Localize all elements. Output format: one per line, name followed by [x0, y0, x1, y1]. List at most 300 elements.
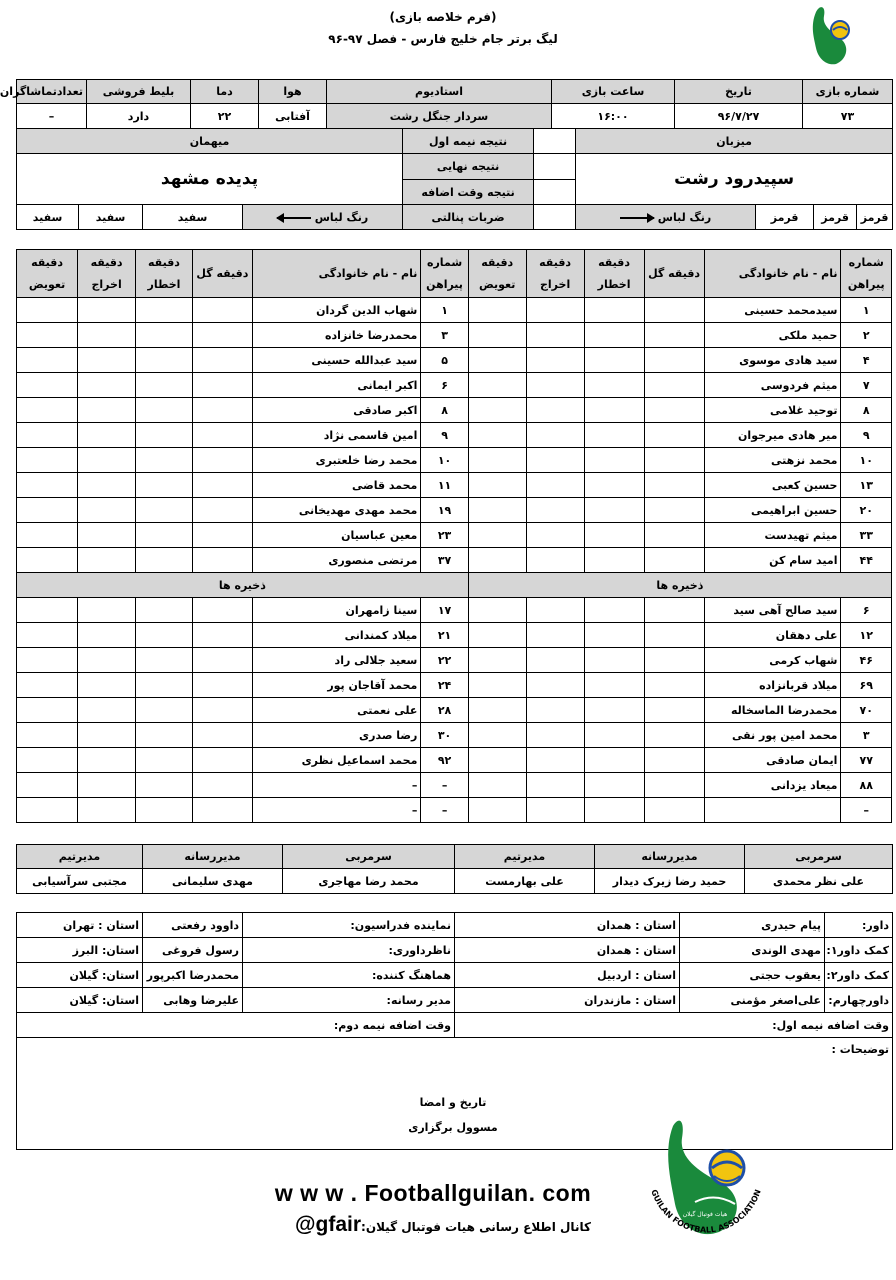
host-shirt-number: ۷۷	[841, 748, 892, 773]
host-sub-minute	[468, 698, 526, 723]
host-player-name	[704, 798, 841, 823]
guest-goal-minute	[192, 673, 252, 698]
guest-yellow-minute	[136, 398, 193, 423]
guest-col-yellow-header: دقیقه اخطار	[136, 250, 193, 298]
host-kit-label: رنگ لباس	[576, 205, 756, 230]
guest-shirt-number: ۳۰	[421, 723, 468, 748]
guest-red-minute	[78, 698, 136, 723]
table-row	[17, 523, 892, 548]
guest-red-minute	[78, 798, 136, 823]
host-sub-minute	[468, 423, 526, 448]
label-match-no: شماره بازی	[803, 80, 893, 104]
guest-yellow-minute	[136, 373, 193, 398]
guest-player-name: محمد آقاجان پور	[252, 673, 420, 698]
table-row	[17, 773, 892, 798]
guest-sub-minute	[17, 623, 78, 648]
guest-red-minute	[78, 773, 136, 798]
host-reserves-label: ذخیره ها	[468, 573, 891, 598]
guest-yellow-minute	[136, 448, 193, 473]
host-shirt-number: ۳۳	[841, 523, 892, 548]
host-yellow-minute	[584, 723, 644, 748]
host-col-shirt-header: شماره پیراهن	[841, 250, 892, 298]
table-row	[17, 423, 892, 448]
spectators: –	[17, 104, 87, 129]
host-red-minute	[526, 323, 584, 348]
guest-player-name: محمد رضا خلعتبری	[252, 448, 420, 473]
host-red-minute	[526, 698, 584, 723]
guest-kit-1: سفید	[143, 205, 243, 230]
guest-yellow-minute	[136, 648, 193, 673]
host-sub-minute	[468, 448, 526, 473]
guest-team-name: پدیده مشهد	[17, 154, 403, 205]
coord-prov: استان: گیلان	[17, 963, 143, 988]
footer-channel-text: کانال اطلاع رسانی هیات فوتبال گیلان:	[361, 1220, 591, 1234]
host-yellow-minute	[584, 298, 644, 323]
host-yellow-minute	[584, 648, 644, 673]
label-weather: هوا	[259, 80, 327, 104]
staff-table	[16, 844, 893, 894]
host-yellow-minute	[584, 748, 644, 773]
host-shirt-number: ۷۰	[841, 698, 892, 723]
host-player-name: ایمان صادقی	[704, 748, 841, 773]
host-red-minute	[526, 673, 584, 698]
guest-player-name: سید عبدالله حسینی	[252, 348, 420, 373]
guest-red-minute	[78, 323, 136, 348]
host-sub-minute	[468, 773, 526, 798]
host-shirt-number: ۶	[841, 598, 892, 623]
host-red-minute	[526, 723, 584, 748]
guest-coach: محمد رضا مهاجری	[283, 869, 455, 894]
guest-goal-minute	[192, 723, 252, 748]
host-goal-minute	[644, 548, 704, 573]
guest-col-red-header: دقیقه اخراج	[78, 250, 136, 298]
guest-red-minute	[78, 298, 136, 323]
guest-kit-2: سفید	[79, 205, 143, 230]
guest-media: مهدی سلیمانی	[143, 869, 283, 894]
footer-handle: @gfair	[295, 1213, 362, 1236]
arrow-left-icon	[277, 213, 311, 223]
host-player-name: حمید ملکی	[704, 323, 841, 348]
host-goal-minute	[644, 348, 704, 373]
host-goal-minute	[644, 773, 704, 798]
referee-prov: استان : همدان	[455, 913, 680, 938]
host-sub-minute	[468, 598, 526, 623]
fed-label: نماینده فدراسیون:	[243, 913, 455, 938]
table-row	[17, 323, 892, 348]
host-sub-minute	[468, 548, 526, 573]
guest-col-goal-header: دقیقه گل	[192, 250, 252, 298]
host-sub-minute	[468, 348, 526, 373]
ar2-prov: استان : اردبیل	[455, 963, 680, 988]
obs-name: رسول فروغی	[143, 938, 243, 963]
extra1-label: وقت اضافه نیمه اول:	[455, 1013, 893, 1038]
host-shirt-number: ۱۲	[841, 623, 892, 648]
host-player-name: محمدرضا الماسخاله	[704, 698, 841, 723]
guest-yellow-minute	[136, 323, 193, 348]
host-shirt-number: ۷	[841, 373, 892, 398]
host-sub-minute	[468, 723, 526, 748]
host-goal-minute	[644, 423, 704, 448]
host-red-minute	[526, 423, 584, 448]
host-red-minute	[526, 748, 584, 773]
ar2-name: یعقوب حجتی	[680, 963, 825, 988]
host-sub-minute	[468, 648, 526, 673]
label-stadium: استادیوم	[327, 80, 552, 104]
host-shirt-number: ۱۳	[841, 473, 892, 498]
guest-shirt-number: –	[421, 773, 468, 798]
host-goal-minute	[644, 723, 704, 748]
ar1-name: مهدی الوندی	[680, 938, 825, 963]
host-sub-minute	[468, 298, 526, 323]
guest-red-minute	[78, 498, 136, 523]
table-row	[17, 648, 892, 673]
guest-kit-label: رنگ لباس	[243, 205, 403, 230]
guest-goal-minute	[192, 773, 252, 798]
guest-goal-minute	[192, 623, 252, 648]
footer-url: w w w . Footballguilan. com	[274, 1180, 592, 1206]
guest-player-name: اکبر ایمانی	[252, 373, 420, 398]
organizer-label: مسوول برگزاری	[408, 1121, 498, 1134]
host-player-name: شهاب کرمی	[704, 648, 841, 673]
guest-manager-label: مدیرتیم	[17, 845, 143, 869]
table-row	[17, 723, 892, 748]
guest-player-name: مرتضی منصوری	[252, 548, 420, 573]
guest-coach-label: سرمربی	[283, 845, 455, 869]
host-coach-label: سرمربی	[745, 845, 893, 869]
fourth-prov: استان : مازندران	[455, 988, 680, 1013]
table-row	[17, 548, 892, 573]
guest-red-minute	[78, 348, 136, 373]
host-col-goal-header: دقیقه گل	[644, 250, 704, 298]
guest-sub-minute	[17, 548, 78, 573]
host-col-yellow-header: دقیقه اخطار	[584, 250, 644, 298]
table-row	[17, 673, 892, 698]
host-sub-minute	[468, 323, 526, 348]
label-time: ساعت بازی	[552, 80, 675, 104]
guest-sub-minute	[17, 398, 78, 423]
host-red-minute	[526, 798, 584, 823]
host-kit-3: قرمز	[756, 205, 814, 230]
host-red-minute	[526, 498, 584, 523]
host-player-name: محمد امین پور نقی	[704, 723, 841, 748]
host-coach: علی نظر محمدی	[745, 869, 893, 894]
guest-sub-minute	[17, 498, 78, 523]
guest-shirt-number: –	[421, 798, 468, 823]
guest-sub-minute	[17, 348, 78, 373]
league-title: لیگ برتر جام خلیج فارس - فصل ۹۷-۹۶	[328, 32, 558, 46]
host-red-minute	[526, 348, 584, 373]
guest-goal-minute	[192, 473, 252, 498]
guest-player-name: محمد مهدی مهدیخانی	[252, 498, 420, 523]
guest-col-sub-header: دقیقه تعویض	[17, 250, 78, 298]
result-label-et: نتیجه وقت اضافه	[403, 180, 534, 205]
guilan-fa-logo-large-icon	[635, 1112, 777, 1276]
guest-yellow-minute	[136, 298, 193, 323]
guest-yellow-minute	[136, 423, 193, 448]
guest-red-minute	[78, 648, 136, 673]
media-prov: استان: گیلان	[17, 988, 143, 1013]
guest-sub-minute	[17, 698, 78, 723]
host-goal-minute	[644, 298, 704, 323]
host-player-name: میعاد یزدانی	[704, 773, 841, 798]
host-shirt-number: ۴۴	[841, 548, 892, 573]
host-red-minute	[526, 773, 584, 798]
host-team-name: سپیدرود رشت	[576, 154, 893, 205]
guest-red-minute	[78, 548, 136, 573]
guest-sub-minute	[17, 748, 78, 773]
host-player-name: توحید غلامی	[704, 398, 841, 423]
media-name: علیرضا وهابی	[143, 988, 243, 1013]
guest-yellow-minute	[136, 523, 193, 548]
guest-sub-minute	[17, 723, 78, 748]
guest-player-name: اکبر صادقی	[252, 398, 420, 423]
tickets: دارد	[87, 104, 191, 129]
host-player-name: امید سام کن	[704, 548, 841, 573]
ar2-label: کمک داور۲:	[825, 963, 893, 988]
host-player-name: میلاد قربانزاده	[704, 673, 841, 698]
host-red-minute	[526, 623, 584, 648]
guest-player-name: محمد اسماعیل نظری	[252, 748, 420, 773]
host-player-name: سیدمحمد حسینی	[704, 298, 841, 323]
coord-name: محمدرضا اکبرپور	[143, 963, 243, 988]
guest-yellow-minute	[136, 723, 193, 748]
table-row	[17, 598, 892, 623]
guest-red-minute	[78, 473, 136, 498]
guest-player-name: معین عباسیان	[252, 523, 420, 548]
guest-shirt-number: ۱۷	[421, 598, 468, 623]
host-sub-minute	[468, 498, 526, 523]
referee-label: داور:	[825, 913, 893, 938]
fed-name: داوود رفعتی	[143, 913, 243, 938]
host-goal-minute	[644, 673, 704, 698]
guest-red-minute	[78, 598, 136, 623]
guest-yellow-minute	[136, 698, 193, 723]
guest-shirt-number: ۱۹	[421, 498, 468, 523]
match-date: ۹۶/۷/۲۷	[675, 104, 803, 129]
host-player-name: میثم تهیدست	[704, 523, 841, 548]
host-yellow-minute	[584, 398, 644, 423]
guest-goal-minute	[192, 648, 252, 673]
host-yellow-minute	[584, 323, 644, 348]
guest-yellow-minute	[136, 473, 193, 498]
guest-goal-minute	[192, 748, 252, 773]
host-goal-minute	[644, 448, 704, 473]
host-goal-minute	[644, 623, 704, 648]
host-goal-minute	[644, 648, 704, 673]
host-yellow-minute	[584, 623, 644, 648]
guest-yellow-minute	[136, 773, 193, 798]
guest-player-name: امین قاسمی نژاد	[252, 423, 420, 448]
guest-red-minute	[78, 623, 136, 648]
guest-shirt-number: ۵	[421, 348, 468, 373]
guest-player-name: محمدرضا خانزاده	[252, 323, 420, 348]
host-yellow-minute	[584, 348, 644, 373]
guest-goal-minute	[192, 598, 252, 623]
host-media-label: مدیررسانه	[595, 845, 745, 869]
host-col-name-header: نام - نام خانوادگی	[704, 250, 841, 298]
host-goal-minute	[644, 598, 704, 623]
guest-shirt-number: ۲۳	[421, 523, 468, 548]
ar1-prov: استان : همدان	[455, 938, 680, 963]
guest-sub-minute	[17, 598, 78, 623]
guest-yellow-minute	[136, 748, 193, 773]
host-red-minute	[526, 523, 584, 548]
host-yellow-minute	[584, 448, 644, 473]
host-red-minute	[526, 473, 584, 498]
guest-sub-minute	[17, 773, 78, 798]
host-sub-minute	[468, 523, 526, 548]
host-shirt-number: ۶۹	[841, 673, 892, 698]
host-yellow-minute	[584, 598, 644, 623]
guest-goal-minute	[192, 423, 252, 448]
result-label-pk: ضربات پنالتی	[403, 205, 534, 230]
label-date: تاریخ	[675, 80, 803, 104]
guest-player-name: رضا صدری	[252, 723, 420, 748]
guest-manager: مجتبی سرآسیابی	[17, 869, 143, 894]
host-player-name: محمد نزهتی	[704, 448, 841, 473]
guest-sub-minute	[17, 448, 78, 473]
host-goal-minute	[644, 523, 704, 548]
stadium-name: سردار جنگل رشت	[327, 104, 552, 129]
host-yellow-minute	[584, 498, 644, 523]
guest-player-name: –	[252, 798, 420, 823]
guest-sub-minute	[17, 798, 78, 823]
guest-sub-minute	[17, 423, 78, 448]
host-shirt-number: ۱۰	[841, 448, 892, 473]
ar1-label: کمک داور۱:	[825, 938, 893, 963]
host-yellow-minute	[584, 473, 644, 498]
host-player-name: میثم فردوسی	[704, 373, 841, 398]
guest-shirt-number: ۳۷	[421, 548, 468, 573]
guest-label: میهمان	[17, 129, 403, 154]
guest-goal-minute	[192, 798, 252, 823]
arrow-right-icon	[620, 213, 654, 223]
guest-goal-minute	[192, 323, 252, 348]
logo-center-text: هیات فوتبال گیلان	[682, 1211, 728, 1218]
table-row	[17, 473, 892, 498]
host-red-minute	[526, 648, 584, 673]
host-goal-minute	[644, 798, 704, 823]
fed-prov: استان : تهران	[17, 913, 143, 938]
host-goal-minute	[644, 698, 704, 723]
label-temp: دما	[191, 80, 259, 104]
guest-shirt-number: ۸	[421, 398, 468, 423]
guest-media-label: مدیررسانه	[143, 845, 283, 869]
guest-shirt-number: ۲۴	[421, 673, 468, 698]
guest-shirt-number: ۲۸	[421, 698, 468, 723]
host-player-name: حسین کعبی	[704, 473, 841, 498]
guest-shirt-number: ۲۲	[421, 648, 468, 673]
guest-goal-minute	[192, 448, 252, 473]
fourth-name: علی‌اصغر مؤمنی	[680, 988, 825, 1013]
host-red-minute	[526, 373, 584, 398]
host-red-minute	[526, 598, 584, 623]
guest-yellow-minute	[136, 673, 193, 698]
guest-goal-minute	[192, 548, 252, 573]
guest-sub-minute	[17, 323, 78, 348]
guest-red-minute	[78, 673, 136, 698]
guest-sub-minute	[17, 373, 78, 398]
teams-table	[16, 128, 893, 230]
logo-top-text	[802, 2, 804, 3]
date-sign-label: تاریخ و امضا	[419, 1096, 487, 1109]
extra2-label: وقت اضافه نیمه دوم:	[17, 1013, 455, 1038]
host-red-minute	[526, 548, 584, 573]
host-yellow-minute	[584, 548, 644, 573]
guest-player-name: –	[252, 773, 420, 798]
guest-shirt-number: ۱۰	[421, 448, 468, 473]
table-row	[17, 798, 892, 823]
host-goal-minute	[644, 373, 704, 398]
guest-red-minute	[78, 723, 136, 748]
table-row	[17, 498, 892, 523]
guest-yellow-minute	[136, 623, 193, 648]
host-shirt-number: ۸	[841, 398, 892, 423]
guest-shirt-number: ۲۱	[421, 623, 468, 648]
result-label-ft: نتیجه نهایی	[403, 154, 534, 180]
guest-goal-minute	[192, 523, 252, 548]
host-sub-minute	[468, 673, 526, 698]
table-row	[17, 623, 892, 648]
guest-col-name-header: نام - نام خانوادگی	[252, 250, 420, 298]
host-kit-1: قرمز	[857, 205, 893, 230]
guest-kit-3: سفید	[17, 205, 79, 230]
form-header	[263, 10, 623, 46]
host-sub-minute	[468, 748, 526, 773]
host-sub-minute	[468, 373, 526, 398]
guest-shirt-number: ۹	[421, 423, 468, 448]
guest-goal-minute	[192, 398, 252, 423]
label-tickets: بلیط فروشی	[87, 80, 191, 104]
guilan-fa-logo-icon	[802, 2, 860, 76]
host-yellow-minute	[584, 373, 644, 398]
svg-text:GUILAN FOOTBALL ASSOCIATION	[802, 2, 804, 3]
guest-sub-minute	[17, 648, 78, 673]
host-yellow-minute	[584, 523, 644, 548]
guest-goal-minute	[192, 298, 252, 323]
host-yellow-minute	[584, 423, 644, 448]
host-yellow-minute	[584, 698, 644, 723]
coord-label: هماهنگ کننده:	[243, 963, 455, 988]
guest-player-name: علی نعمتی	[252, 698, 420, 723]
guest-player-name: میلاد کمندانی	[252, 623, 420, 648]
guest-red-minute	[78, 523, 136, 548]
guest-player-name: محمد قاضی	[252, 473, 420, 498]
guest-red-minute	[78, 448, 136, 473]
guest-shirt-number: ۳	[421, 323, 468, 348]
match-time: ۱۶:۰۰	[552, 104, 675, 129]
host-goal-minute	[644, 498, 704, 523]
table-row	[17, 448, 892, 473]
host-shirt-number: ۸۸	[841, 773, 892, 798]
host-sub-minute	[468, 473, 526, 498]
guest-yellow-minute	[136, 348, 193, 373]
obs-label: ناظرداوری:	[243, 938, 455, 963]
guest-red-minute	[78, 423, 136, 448]
obs-prov: استان: البرز	[17, 938, 143, 963]
guest-sub-minute	[17, 473, 78, 498]
temperature: ۲۲	[191, 104, 259, 129]
host-goal-minute	[644, 748, 704, 773]
footer-channel	[263, 1213, 623, 1237]
host-sub-minute	[468, 798, 526, 823]
host-player-name: سید صالح آهی سید	[704, 598, 841, 623]
guest-sub-minute	[17, 298, 78, 323]
form-title: (فرم خلاصه بازی)	[389, 10, 497, 24]
guest-sub-minute	[17, 523, 78, 548]
logo-bottom-text: GUILAN FOOTBALL ASSOCIATION	[649, 1188, 763, 1235]
guest-goal-minute	[192, 348, 252, 373]
